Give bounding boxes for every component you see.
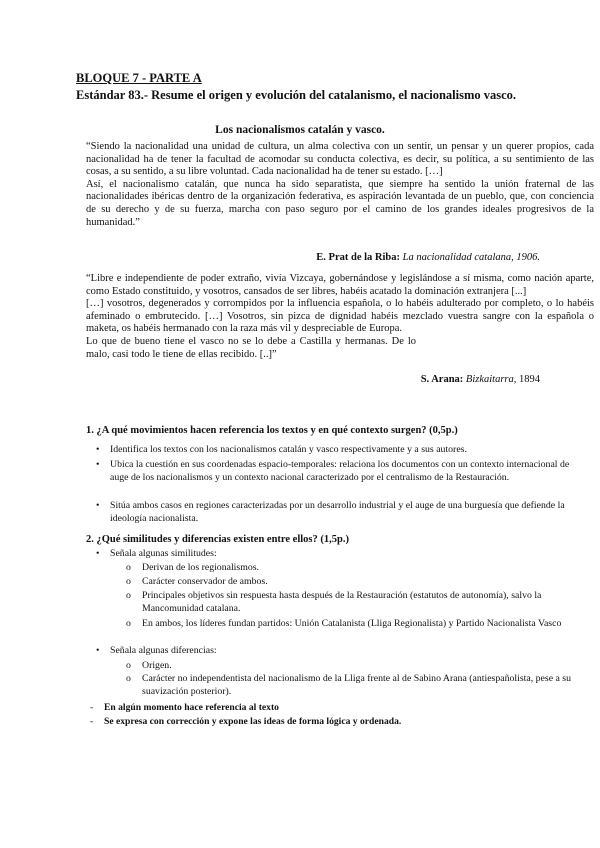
question-2: 2. ¿Qué similitudes y diferencias existen entre ellos? (1,5p.) [86, 534, 349, 545]
quote-paragraph: Lo que de bueno tiene el vasco no se lo debe a Castilla y hermanas. De lo malo, casi todo le tiene de ellas recibido. [..]” [86, 335, 416, 360]
sub-list-item: o Carácter no independentista del nacionalismo de la Lliga frente al de Sabino Arana (antiespañolista, pese a su suavización posterior). [126, 673, 572, 697]
bullet-icon: • [96, 500, 100, 511]
attribution-prat [316, 252, 540, 263]
sub-list-item: o Origen. [126, 660, 172, 671]
circle-bullet-icon: o [126, 660, 131, 671]
quote-paragraph: Así, el nacionalismo catalán, que nunca ha sido separatista, que siempre ha sentido la unión fraternal de las nacionalidades ibéricas dentro de la organización federativa, es aspiración levantada de un pueblo, que, con conciencia de su derecho y de su fuerza, marcha con paso seguro por el camino de los grandes ideales progresivos de la humanidad.” [86, 178, 594, 228]
circle-bullet-icon: o [126, 673, 131, 684]
dash-icon: - [90, 716, 94, 727]
question-1: 1. ¿A qué movimientos hacen referencia los textos y en qué contexto surgen? (0,5p.) [86, 425, 458, 436]
bullet-icon: • [96, 459, 100, 470]
dash-icon: - [90, 702, 94, 713]
document-title: Los nacionalismos catalán y vasco. [215, 124, 385, 136]
author-name: S. Arana: [420, 374, 464, 385]
list-item: • Ubica la cuestión en sus coordenadas espacio-temporales: relaciona los documentos con un contexto internacional de auge de los nacionalismos y un contexto nacional caracterizado por el centralismo de la Restauración. [96, 459, 570, 483]
sub-list-item: o Principales objetivos sin respuesta hasta después de la Restauración (estatutos de autonomía), salvo la Mancomunidad catalana. [126, 590, 542, 614]
sub-list-item: o Carácter conservador de ambos. [126, 576, 268, 587]
bullet-icon: • [96, 645, 100, 656]
attribution-arana [421, 374, 540, 385]
work-year: 1894 [519, 374, 540, 385]
author-name: E. Prat de la Riba: [316, 252, 400, 263]
criterion-item: - En algún momento hace referencia al texto [90, 702, 279, 713]
standard-heading: Estándar 83.- Resume el origen y evolución del catalanismo, el nacionalismo vasco. [76, 88, 517, 102]
circle-bullet-icon: o [126, 590, 131, 601]
criterion-item: - Se expresa con corrección y expone las ideas de forma lógica y ordenada. [90, 716, 402, 727]
list-item: • Señala algunas similitudes: [96, 548, 217, 559]
list-item: • Sitúa ambos casos en regiones caracterizadas por un desarrollo industrial y el auge de una burguesía que defiende la ideología nacionalista. [96, 500, 565, 524]
circle-bullet-icon: o [126, 562, 131, 573]
quote-paragraph: “Libre e independiente de poder extraño, vivía Vizcaya, gobernándose y legislándose a sí misma, como nación aparte, como Estado constituido, y vosotros, cansados de ser libres, habéis acatado la dominación extranjera [...] [86, 273, 594, 297]
quote-prat [86, 141, 594, 229]
bullet-icon: • [96, 548, 100, 559]
quote-paragraph: “Siendo la nacionalidad una unidad de cultura, un alma colectiva con un sentir, un pensar y un querer propios, cada nacionalidad ha de tener la facultad de acomodar su conducta colectiva, es decir, su política, a su sentimiento de las cosas, a su sentido, a su libre voluntad. Cada nacionalidad ha de tener su estado. […] [86, 141, 594, 178]
quote-arana [86, 273, 594, 361]
circle-bullet-icon: o [126, 576, 131, 587]
sub-list-item: o Derivan de los regionalismos. [126, 562, 259, 573]
circle-bullet-icon: o [126, 618, 131, 629]
sub-list-item: o En ambos, los líderes fundan partidos: Unión Catalanista (Lliga Regionalista) y Partido Nacionalista Vasco [126, 618, 562, 629]
list-item: • Señala algunas diferencias: [96, 645, 217, 656]
quote-paragraph: […] vosotros, degenerados y corrompidos por la influencia española, o lo habéis adulterado por completo, o lo habéis afeminado o embrutecido. […] Vosotros, sin pizca de dignidad habéis mezclado vuestra sangre con la española o maketa, os habéis hermanado con la raza más vil y despreciable de Europa. [86, 298, 594, 335]
work-title: Bizkaitarra, [465, 374, 517, 385]
bullet-icon: • [96, 444, 100, 455]
block-heading: BLOQUE 7 - PARTE A [76, 71, 202, 85]
list-item: • Identifica los textos con los nacionalismos catalán y vasco respectivamente y a sus autores. [96, 444, 467, 455]
work-title: La nacionalidad catalana, 1906. [402, 252, 540, 263]
